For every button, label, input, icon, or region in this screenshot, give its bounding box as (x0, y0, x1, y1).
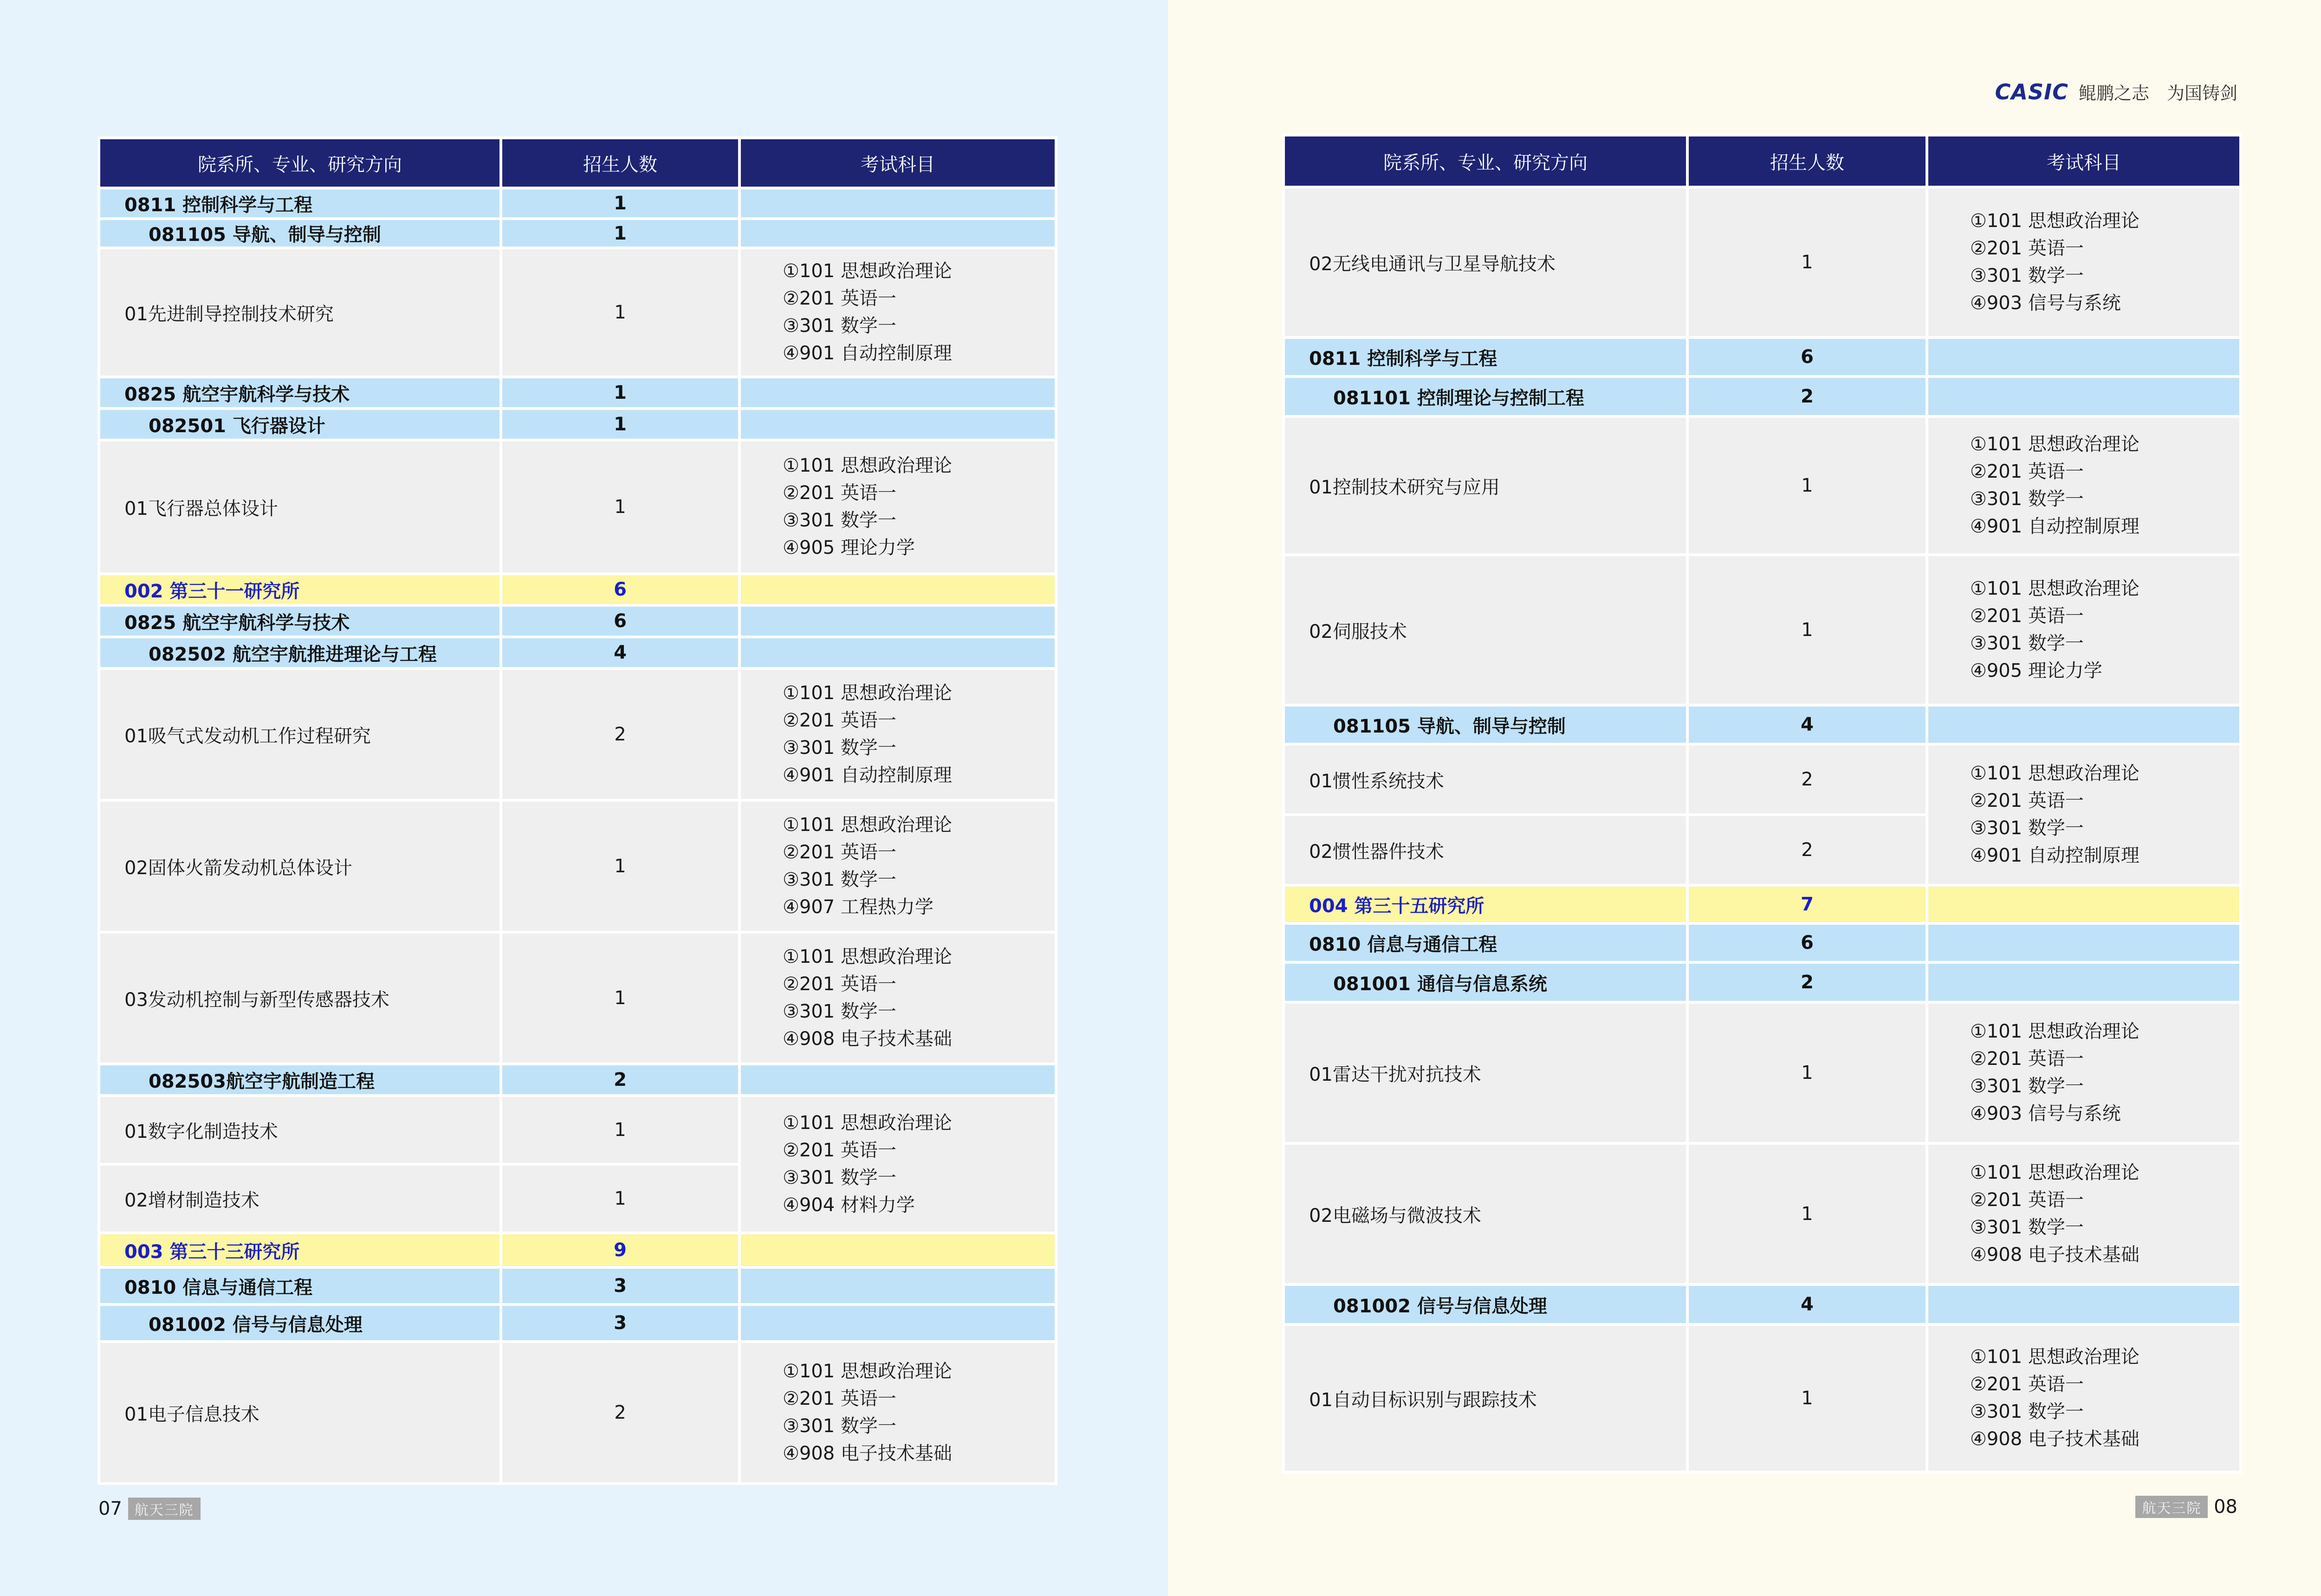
exam-line: ④903 信号与系统 (1970, 292, 2121, 314)
row-count: 6 (1687, 923, 1927, 962)
exam-line: ④908 电子技术基础 (783, 1028, 952, 1050)
row-name: 0810 信息与通信工程 (1284, 923, 1687, 962)
row-exam (1927, 885, 2241, 923)
exam-line: ④901 自动控制原理 (1970, 516, 2139, 538)
row-exam (739, 1304, 1056, 1342)
brand-header (1995, 79, 2237, 104)
exam-line: ②201 英语一 (1970, 790, 2084, 811)
table-row (99, 409, 1056, 440)
row-exam (1927, 1285, 2241, 1324)
table-row (1284, 923, 2241, 962)
exam-subjects (1927, 555, 2241, 705)
exam-line: ③301 数学一 (783, 869, 896, 890)
exam-line: ①101 思想政治理论 (1970, 1020, 2139, 1042)
table-row (1284, 962, 2241, 1002)
exam-line: ①101 思想政治理论 (1970, 1161, 2139, 1183)
row-count: 1 (501, 440, 739, 574)
exam-line: ①101 思想政治理论 (783, 946, 952, 967)
row-exam (739, 1064, 1056, 1096)
header-exam: 考试科目 (1927, 135, 2241, 187)
row-count: 1 (501, 800, 739, 932)
row-name: 081105 导航、制导与控制 (1284, 705, 1687, 744)
exam-subjects (739, 668, 1056, 800)
row-count: 4 (1687, 705, 1927, 744)
row-exam (1927, 923, 2241, 962)
table-row (99, 932, 1056, 1064)
exam-line: ②201 英语一 (1970, 461, 2084, 482)
exam-line: ③301 数学一 (1970, 1217, 2084, 1238)
exam-subjects (739, 440, 1056, 574)
row-count: 1 (501, 248, 739, 377)
row-count: 1 (1687, 416, 1927, 555)
exam-line: ②201 英语一 (783, 1139, 896, 1161)
row-exam (739, 637, 1056, 668)
exam-subjects (1927, 1002, 2241, 1143)
row-exam (739, 219, 1056, 248)
row-count: 1 (501, 932, 739, 1064)
exam-line: ④905 理论力学 (1970, 660, 2102, 682)
row-name: 004 第三十五研究所 (1284, 885, 1687, 923)
exam-line: ②201 英语一 (783, 1388, 896, 1409)
exam-line: ①101 思想政治理论 (1970, 210, 2139, 232)
exam-line: ②201 英语一 (1970, 1189, 2084, 1211)
row-count: 6 (501, 605, 739, 637)
page-number: 07 (98, 1498, 122, 1519)
exam-line: ④903 信号与系统 (1970, 1103, 2121, 1125)
row-name: 0811 控制科学与工程 (1284, 337, 1687, 376)
row-name: 01飞行器总体设计 (99, 440, 501, 574)
row-exam (739, 377, 1056, 409)
table-row (1284, 337, 2241, 376)
row-exam (1927, 962, 2241, 1002)
table-row (1284, 1285, 2241, 1324)
row-name: 02增材制造技术 (99, 1164, 501, 1233)
row-exam (1927, 337, 2241, 376)
row-count: 2 (501, 1342, 739, 1484)
table-row (1284, 885, 2241, 923)
row-count: 1 (1687, 1002, 1927, 1143)
right-page (1168, 0, 2321, 1596)
table-row (99, 1304, 1056, 1342)
table-row (99, 574, 1056, 605)
row-count: 1 (501, 188, 739, 219)
left-admission-table (97, 136, 1057, 1485)
row-name: 082503航空宇航制造工程 (99, 1064, 501, 1096)
table-row (99, 1096, 1056, 1164)
exam-line: ③301 数学一 (1970, 1401, 2084, 1422)
row-count: 1 (1687, 1324, 1927, 1472)
row-name: 01雷达干扰对抗技术 (1284, 1002, 1687, 1143)
exam-subjects (1927, 744, 2241, 885)
row-name: 081001 通信与信息系统 (1284, 962, 1687, 1002)
row-exam (739, 1233, 1056, 1267)
row-name: 01自动目标识别与跟踪技术 (1284, 1324, 1687, 1472)
row-exam (1927, 705, 2241, 744)
exam-line: ②201 英语一 (1970, 237, 2084, 259)
exam-line: ②201 英语一 (1970, 1048, 2084, 1070)
header-count: 招生人数 (1687, 135, 1927, 187)
row-name: 082502 航空宇航推进理论与工程 (99, 637, 501, 668)
row-count: 1 (501, 377, 739, 409)
exam-subjects (739, 1342, 1056, 1484)
exam-line: ④908 电子技术基础 (783, 1443, 952, 1465)
row-name: 01惯性系统技术 (1284, 744, 1687, 815)
table-row (1284, 1324, 2241, 1472)
row-name: 01控制技术研究与应用 (1284, 416, 1687, 555)
page-number-right (2135, 1496, 2237, 1518)
table-row (99, 1267, 1056, 1304)
row-name: 082501 飞行器设计 (99, 409, 501, 440)
exam-line: ③301 数学一 (783, 1001, 896, 1022)
row-count: 4 (1687, 1285, 1927, 1324)
header-exam: 考试科目 (739, 138, 1056, 188)
table-row (99, 219, 1056, 248)
row-name: 081002 信号与信息处理 (1284, 1285, 1687, 1324)
table-row (99, 248, 1056, 377)
exam-line: ③301 数学一 (1970, 817, 2084, 839)
table-row (99, 377, 1056, 409)
row-count: 2 (501, 1064, 739, 1096)
exam-line: ④901 自动控制原理 (783, 765, 952, 786)
exam-line: ②201 英语一 (783, 482, 896, 504)
row-name: 081002 信号与信息处理 (99, 1304, 501, 1342)
row-exam (739, 409, 1056, 440)
exam-line: ①101 思想政治理论 (1970, 433, 2139, 455)
row-count: 9 (501, 1233, 739, 1267)
row-count: 7 (1687, 885, 1927, 923)
row-name: 03发动机控制与新型传感器技术 (99, 932, 501, 1064)
table-row (1284, 555, 2241, 705)
row-count: 1 (1687, 187, 1927, 337)
row-name: 0810 信息与通信工程 (99, 1267, 501, 1304)
exam-line: ②201 英语一 (783, 841, 896, 863)
table-row (1284, 376, 2241, 416)
exam-subjects (739, 248, 1056, 377)
table-row (1284, 1002, 2241, 1143)
table-row (99, 440, 1056, 574)
table-row (99, 668, 1056, 800)
exam-line: ①101 思想政治理论 (783, 454, 952, 476)
exam-line: ①101 思想政治理论 (783, 260, 952, 282)
header-name: 院系所、专业、研究方向 (99, 138, 501, 188)
page-number-left (98, 1498, 201, 1520)
exam-line: ③301 数学一 (783, 1167, 896, 1188)
row-count: 1 (1687, 555, 1927, 705)
row-name: 0825 航空宇航科学与技术 (99, 377, 501, 409)
row-count: 1 (501, 219, 739, 248)
exam-line: ①101 思想政治理论 (783, 682, 952, 704)
casic-logo: CASIC (1995, 79, 2068, 104)
exam-line: ③301 数学一 (1970, 488, 2084, 510)
table-row (99, 188, 1056, 219)
exam-line: ③301 数学一 (1970, 265, 2084, 286)
row-name: 081101 控制理论与控制工程 (1284, 376, 1687, 416)
right-admission-table (1282, 134, 2242, 1473)
table-row (1284, 416, 2241, 555)
exam-line: ②201 英语一 (1970, 1373, 2084, 1395)
exam-subjects (739, 1096, 1056, 1233)
exam-line: ③301 数学一 (783, 737, 896, 759)
row-name: 01先进制导控制技术研究 (99, 248, 501, 377)
row-exam (1927, 376, 2241, 416)
row-count: 3 (501, 1304, 739, 1342)
exam-line: ①101 思想政治理论 (783, 1112, 952, 1134)
exam-subjects (739, 800, 1056, 932)
row-exam (739, 188, 1056, 219)
page-number: 08 (2214, 1496, 2237, 1518)
exam-line: ①101 思想政治理论 (1970, 1346, 2139, 1368)
table-row (99, 800, 1056, 932)
row-count: 1 (501, 409, 739, 440)
exam-line: ②201 英语一 (1970, 605, 2084, 627)
row-name: 01电子信息技术 (99, 1342, 501, 1484)
exam-line: ④907 工程热力学 (783, 896, 934, 918)
exam-line: ④901 自动控制原理 (783, 343, 952, 364)
row-count: 2 (1687, 376, 1927, 416)
row-name: 081105 导航、制导与控制 (99, 219, 501, 248)
table-row (99, 1233, 1056, 1267)
exam-line: ②201 英语一 (783, 709, 896, 731)
row-name: 02无线电通讯与卫星导航技术 (1284, 187, 1687, 337)
table-header (99, 138, 1056, 188)
row-name: 0811 控制科学与工程 (99, 188, 501, 219)
exam-subjects (1927, 1324, 2241, 1472)
exam-line: ④901 自动控制原理 (1970, 845, 2139, 867)
table-row (99, 605, 1056, 637)
table-row (1284, 744, 2241, 815)
slogan: 鲲鹏之志 为国铸剑 (2078, 83, 2237, 104)
exam-line: ③301 数学一 (1970, 633, 2084, 654)
row-name: 02电磁场与微波技术 (1284, 1143, 1687, 1285)
page-badge: 航天三院 (128, 1498, 201, 1520)
exam-line: ②201 英语一 (783, 287, 896, 309)
row-name: 002 第三十一研究所 (99, 574, 501, 605)
exam-subjects (739, 932, 1056, 1064)
row-count: 4 (501, 637, 739, 668)
exam-line: ④908 电子技术基础 (1970, 1244, 2139, 1266)
row-name: 01吸气式发动机工作过程研究 (99, 668, 501, 800)
table-row (1284, 1143, 2241, 1285)
exam-line: ④904 材料力学 (783, 1194, 915, 1216)
table-row (99, 637, 1056, 668)
exam-line: ①101 思想政治理论 (1970, 762, 2139, 784)
row-count: 6 (1687, 337, 1927, 376)
exam-subjects (1927, 1143, 2241, 1285)
exam-line: ①101 思想政治理论 (783, 1360, 952, 1382)
row-name: 01数字化制造技术 (99, 1096, 501, 1164)
exam-line: ③301 数学一 (783, 315, 896, 337)
table-header (1284, 135, 2241, 187)
row-count: 1 (501, 1164, 739, 1233)
exam-subjects (1927, 416, 2241, 555)
table-row (1284, 187, 2241, 337)
exam-line: ④905 理论力学 (783, 537, 915, 559)
header-name: 院系所、专业、研究方向 (1284, 135, 1687, 187)
exam-subjects (1927, 187, 2241, 337)
table-row (1284, 705, 2241, 744)
row-name: 003 第三十三研究所 (99, 1233, 501, 1267)
row-count: 2 (501, 668, 739, 800)
row-count: 1 (501, 1096, 739, 1164)
header-count: 招生人数 (501, 138, 739, 188)
exam-line: ③301 数学一 (783, 510, 896, 531)
row-count: 2 (1687, 744, 1927, 815)
row-name: 02伺服技术 (1284, 555, 1687, 705)
row-name: 02固体火箭发动机总体设计 (99, 800, 501, 932)
exam-line: ①101 思想政治理论 (783, 814, 952, 836)
row-name: 0825 航空宇航科学与技术 (99, 605, 501, 637)
row-exam (739, 1267, 1056, 1304)
row-count: 3 (501, 1267, 739, 1304)
row-count: 2 (1687, 815, 1927, 885)
table-row (99, 1064, 1056, 1096)
row-exam (739, 574, 1056, 605)
row-exam (739, 605, 1056, 637)
exam-line: ④908 电子技术基础 (1970, 1428, 2139, 1450)
exam-line: ③301 数学一 (783, 1415, 896, 1437)
exam-line: ③301 数学一 (1970, 1076, 2084, 1097)
page-badge: 航天三院 (2135, 1496, 2208, 1518)
row-count: 1 (1687, 1143, 1927, 1285)
row-name: 02惯性器件技术 (1284, 815, 1687, 885)
table-row (99, 1342, 1056, 1484)
exam-line: ①101 思想政治理论 (1970, 577, 2139, 599)
row-count: 6 (501, 574, 739, 605)
exam-line: ②201 英语一 (783, 973, 896, 995)
row-count: 2 (1687, 962, 1927, 1002)
